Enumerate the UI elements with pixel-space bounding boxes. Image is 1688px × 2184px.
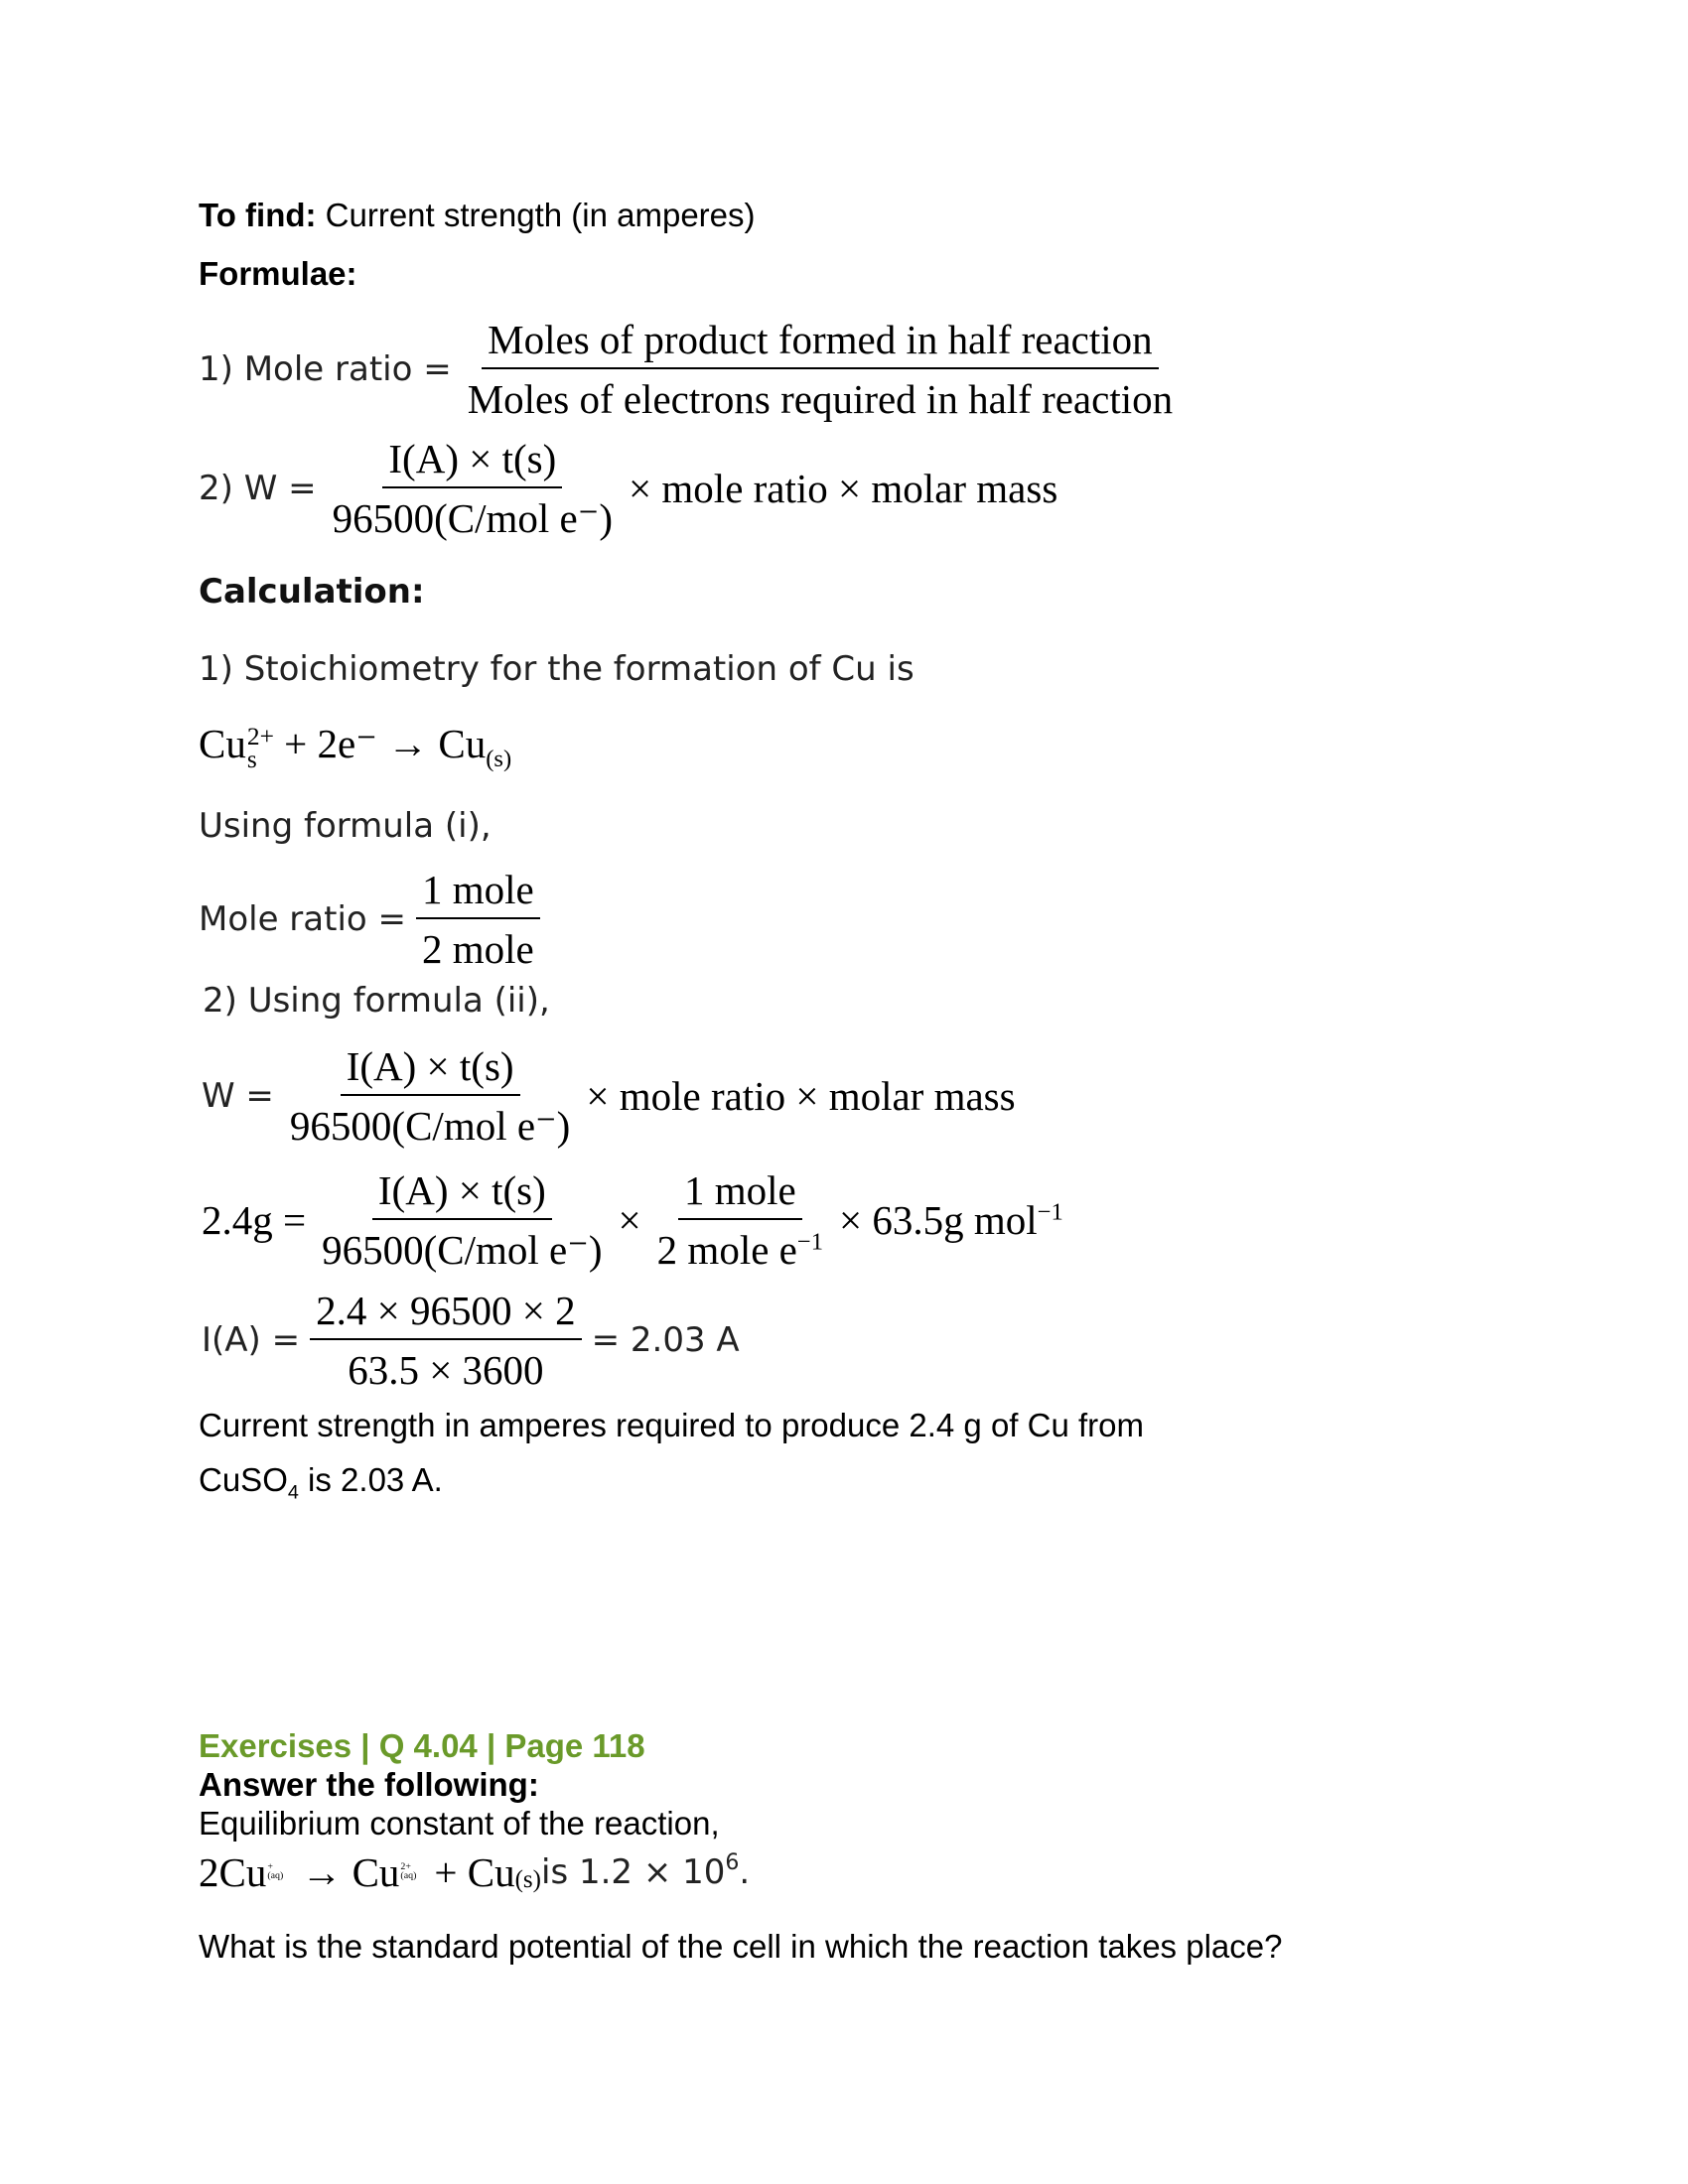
formulae-heading: Formulae:: [199, 255, 357, 292]
reaction-1-end-sub: (s): [486, 746, 512, 773]
exercise-reaction-2cu: 2Cu: [199, 1849, 267, 1895]
result-fraction: [310, 1287, 582, 1394]
exercise-reaction-cu: → Cu: [301, 1849, 400, 1895]
exercise-r-b-sub: (aq): [400, 1870, 417, 1881]
exercise-reaction-cu-s: + Cu: [434, 1849, 515, 1895]
substitution-equation: [202, 1166, 1063, 1274]
substitution-f2-den-sup: −1: [796, 1228, 824, 1256]
substitution-tail-sup: −1: [1037, 1198, 1063, 1226]
reaction-1: [199, 720, 511, 773]
exercise-reaction-tail-sup: 6: [725, 1850, 740, 1875]
exercise-heading: Exercises | Q 4.04 | Page 118: [199, 1727, 645, 1764]
exercise-r-c-sub: (s): [514, 1866, 541, 1893]
exercise-r-a-sup: +: [267, 1861, 273, 1873]
using-formula-2: 2) Using formula (ii),: [203, 981, 550, 1021]
exercise-reaction-b-supsub: [400, 1863, 416, 1881]
exercise-reaction: [199, 1848, 750, 1896]
w-equation-suffix: × mole ratio × molar mass: [586, 1073, 1016, 1119]
mole-ratio-prefix: Mole ratio =: [199, 899, 406, 939]
formula-2-numerator: I(A) × t(s): [382, 435, 562, 488]
mole-ratio-denominator: 2 mole: [422, 926, 534, 972]
formula-1-prefix: 1) Mole ratio =: [199, 349, 452, 389]
substitution-f2-denominator: [651, 1220, 829, 1274]
exercise-r-b-sup: 2+: [400, 1861, 411, 1873]
exercise-intro: Equilibrium constant of the reaction,: [199, 1805, 720, 1842]
formula-1-numerator: Moles of product formed in half reaction: [482, 316, 1158, 369]
conclusion-line-2: [199, 1461, 443, 1505]
conclusion-rest: is 2.03 A.: [298, 1461, 443, 1498]
substitution-tail-text: × 63.5g mol: [839, 1197, 1038, 1243]
formula-2-suffix: × mole ratio × molar mass: [629, 466, 1058, 511]
formula-2: [199, 435, 1057, 542]
exercise-r-a-sub: (aq): [267, 1870, 284, 1881]
substitution-fraction-1: [316, 1166, 608, 1274]
formula-1-denominator: Moles of electrons required in half reaction: [467, 376, 1174, 422]
exercise-subheading: Answer the following:: [199, 1766, 539, 1803]
substitution-fraction-2: [651, 1166, 829, 1274]
formula-2-prefix: 2) W =: [199, 469, 317, 508]
formula-2-fraction: [327, 435, 619, 542]
substitution-f2-den-text: 2 mole e: [656, 1227, 797, 1273]
exercise-reaction-tail: is 1.2 × 10: [541, 1852, 726, 1892]
formula-1: [199, 316, 1189, 423]
mole-ratio-fraction: [416, 866, 540, 973]
reaction-1-sup: 2+: [246, 722, 274, 751]
exercise-question: What is the standard potential of the cell in which the reaction takes place?: [199, 1928, 1283, 1965]
to-find-text: Current strength (in amperes): [316, 197, 756, 233]
step-1-text: 1) Stoichiometry for the formation of Cu is: [199, 649, 914, 689]
w-equation-prefix: W =: [202, 1076, 274, 1116]
reaction-1-middle: + 2e⁻ → Cu: [284, 721, 487, 766]
substitution-times: ×: [618, 1197, 641, 1243]
exercise-reaction-end: .: [739, 1852, 751, 1892]
w-equation: [202, 1042, 1016, 1150]
substitution-f1-numerator: I(A) × t(s): [372, 1166, 552, 1220]
reaction-1-cu: Cu: [199, 721, 246, 766]
result-prefix: I(A) =: [202, 1320, 301, 1360]
w-equation-numerator: I(A) × t(s): [341, 1042, 520, 1096]
reaction-1-sub: s: [246, 745, 257, 773]
result-numerator: 2.4 × 96500 × 2: [310, 1287, 582, 1340]
to-find-line: [199, 197, 756, 234]
using-formula-1: Using formula (i),: [199, 806, 492, 846]
formula-1-fraction: [462, 316, 1179, 423]
conclusion-line-1: Current strength in amperes required to produce 2.4 g of Cu from: [199, 1407, 1144, 1443]
to-find-label: To find:: [199, 197, 317, 233]
mole-ratio-eq: [199, 866, 550, 973]
substitution-tail: [839, 1196, 1063, 1244]
calculation-heading: Calculation:: [199, 572, 425, 612]
w-equation-denominator: 96500(C/mol e⁻): [289, 1103, 571, 1149]
conclusion-sub: 4: [287, 1481, 299, 1504]
result-denominator: 63.5 × 3600: [348, 1347, 544, 1393]
substitution-f1-denominator: 96500(C/mol e⁻): [322, 1227, 603, 1273]
conclusion-cuso: CuSO: [199, 1461, 288, 1498]
substitution-lhs: 2.4g =: [202, 1197, 307, 1243]
w-equation-fraction: [284, 1042, 576, 1150]
exercise-reaction-a-supsub: [267, 1863, 283, 1881]
result-value: = 2.03 A: [591, 1320, 740, 1360]
mole-ratio-numerator: 1 mole: [416, 866, 540, 919]
result-equation: [202, 1287, 740, 1394]
reaction-1-supsub: [246, 722, 274, 773]
formula-2-denominator: 96500(C/mol e⁻): [332, 495, 614, 541]
substitution-f2-numerator: 1 mole: [678, 1166, 802, 1220]
